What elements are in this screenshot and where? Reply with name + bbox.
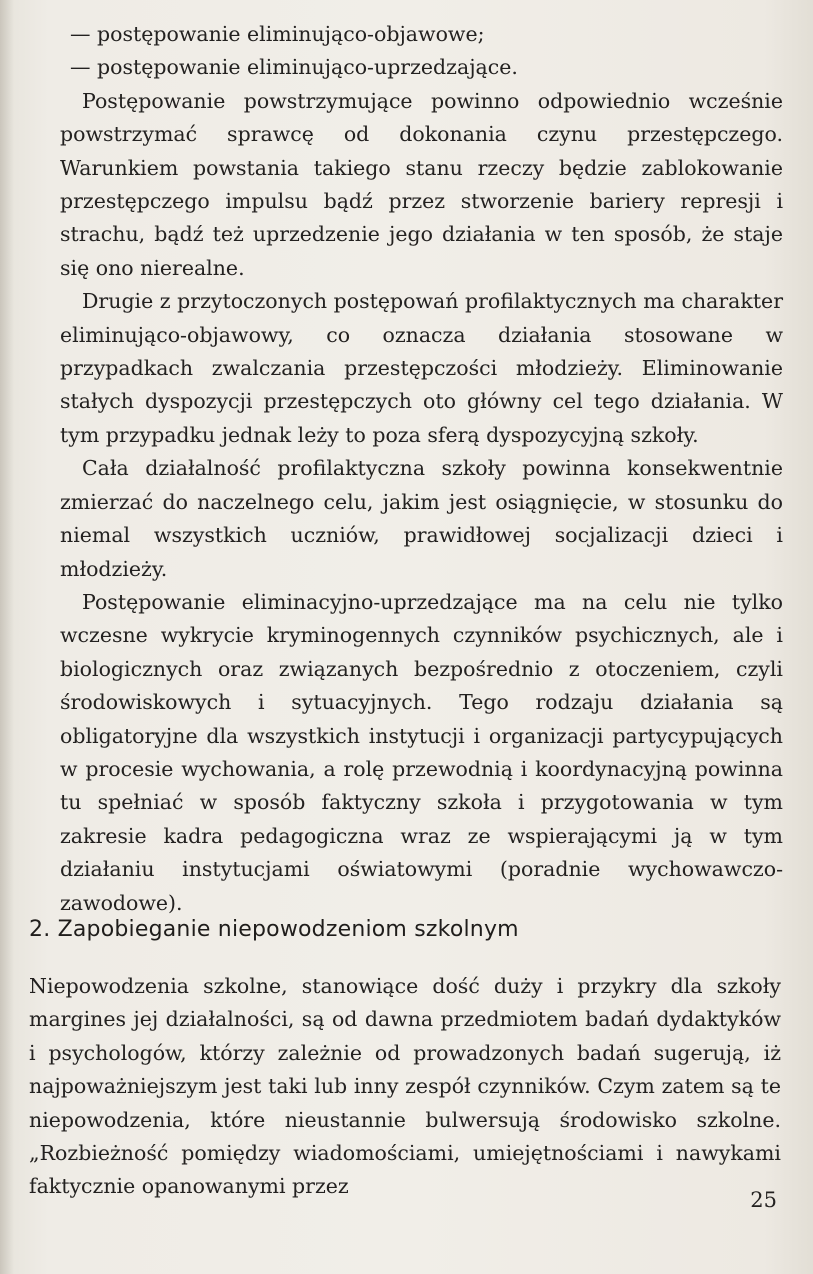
- paragraph-eliminujaco-objawowy: Drugie z przytoczonych postępowań profilaktycznych ma charakter eliminująco-objawowy, co oznacza działania stosowane w przypadkach zwalczania przestępczości młodzieży. Eliminowanie stałych dyspozycji przestępczych oto główny cel tego działania. W tym przypadku jednak leży to poza sferą dyspozycyjną szkoły.: [60, 289, 783, 447]
- section-text-block: [29, 970, 781, 1204]
- paragraph-powstrzymujace: Postępowanie powstrzymujące powinno odpowiednio wcześnie powstrzymać sprawcę od dokonania czynu przestępczego. Warunkiem powstania takiego stanu rzeczy będzie zablokowanie przestępczego impulsu bądź przez stworzenie bariery represji i strachu, bądź też uprzedzenie jego działania w ten sposób, że staje się ono nierealne.: [60, 88, 783, 280]
- page-number: 25: [750, 1188, 777, 1212]
- page-gutter-shadow: [0, 0, 14, 1274]
- section-heading: 2. Zapobieganie niepowodzeniom szkolnym: [29, 917, 519, 942]
- paragraph-dzialalnosc-profilaktyczna: Cała działalność profilaktyczna szkoły powinna konsekwentnie zmierzać do naczelnego celu, jakim jest osiągnięcie, w stosunku do niemal wszystkich uczniów, prawidłowej socjalizacji dzieci i młodzieży.: [60, 456, 783, 581]
- paragraph-eliminacyjno-uprzedzajace: Postępowanie eliminacyjno-uprzedzające ma na celu nie tylko wczesne wykrycie kryminogennych czynników psychicznych, ale i biologicznych oraz związanych bezpośrednio z otoczeniem, czyli środowiskowych i sytuacyjnych. Tego rodzaju działania są obligatoryjne dla wszystkich instytucji i organizacji partycypujących w procesie wychowania, a rolę przewodnią i koordynacyjną powinna tu spełniać w sposób faktyczny szkoła i przygotowania w tym zakresie kadra pedagogiczna wraz ze wspierającymi ją w tym działaniu instytucjami oświatowymi (poradnie wychowawczo-zawodowe).: [60, 589, 783, 915]
- upper-text-block: [60, 18, 783, 920]
- paragraph-niepowodzenia: Niepowodzenia szkolne, stanowiące dość duży i przykry dla szkoły margines jej działalności, są od dawna przedmiotem badań dydaktyków i psychologów, którzy zależnie od prowadzonych badań sugerują, iż najpoważniejszym jest taki lub inny zespół czynników. Czym zatem są te niepowodzenia, które nieustannie bulwersują środowisko szkolne. „Rozbieżność pomiędzy wiadomościami, umiejętnościami i nawykami faktycznie opanowanymi przez: [29, 974, 781, 1199]
- list-item-eliminujaco-objawowe: — postępowanie eliminująco-objawowe;: [70, 22, 485, 46]
- list-item-eliminujaco-uprzedzajace: — postępowanie eliminująco-uprzedzające.: [70, 55, 518, 80]
